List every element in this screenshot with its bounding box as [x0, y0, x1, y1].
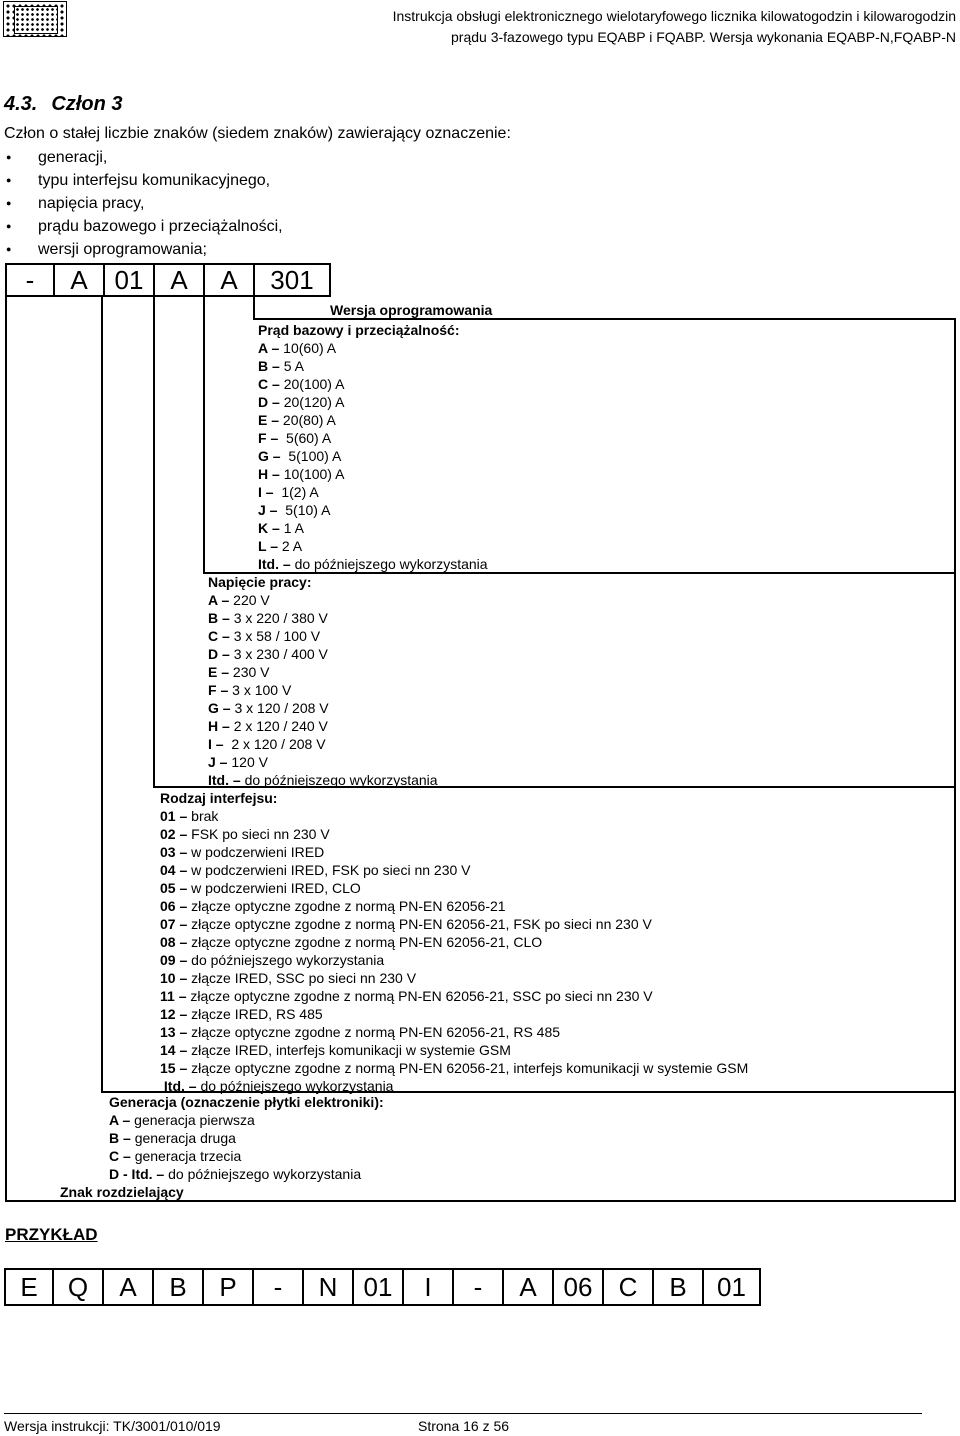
- interface-option-dash: –: [175, 898, 192, 914]
- generation-option-dash: –: [119, 1130, 135, 1146]
- current-option-text: 5 A: [283, 358, 304, 374]
- example-code-cell: E: [6, 1270, 54, 1304]
- voltage-option: [208, 717, 438, 735]
- voltage-option-code: G: [208, 700, 219, 716]
- interface-option-text: brak: [191, 808, 219, 824]
- section-title: Człon 3: [51, 93, 123, 115]
- interface-option: [160, 1005, 748, 1023]
- current-heading: Prąd bazowy i przeciążalność:: [258, 322, 460, 338]
- interface-option-dash: –: [175, 844, 192, 860]
- interface-option-text: złącze IRED, RS 485: [191, 1006, 323, 1022]
- connector-separator-v: [5, 297, 7, 1201]
- current-option-dash: –: [265, 502, 282, 518]
- page-header: [393, 6, 956, 48]
- current-option-text: 20(100) A: [283, 376, 345, 392]
- current-option-dash: –: [268, 376, 284, 392]
- interface-option: [160, 825, 748, 843]
- interface-option-dash: –: [175, 952, 192, 968]
- current-option-text: 1(2) A: [277, 484, 319, 500]
- example-code-cell: B: [154, 1270, 204, 1304]
- voltage-option-code: B: [208, 610, 219, 626]
- interface-option-code: 01: [160, 808, 176, 824]
- interface-option-code: 02: [160, 826, 176, 842]
- current-option: [258, 465, 488, 483]
- interface-option-dash: –: [175, 1060, 192, 1076]
- example-code-cell: 01: [717, 1272, 746, 1302]
- interface-option-dash: –: [175, 916, 192, 932]
- interface-option-code: 03: [160, 844, 176, 860]
- interface-option: [160, 1023, 748, 1041]
- voltage-heading: Napięcie pracy:: [208, 574, 312, 590]
- connector-interface-v: [153, 297, 155, 787]
- current-option-code: H: [258, 466, 269, 482]
- voltage-option: [208, 663, 438, 681]
- interface-option: [160, 1041, 748, 1059]
- current-option-code: F: [258, 430, 267, 446]
- voltage-option-dash: –: [217, 664, 233, 680]
- interface-option-dash: –: [175, 1042, 192, 1058]
- current-option-dash: –: [267, 412, 283, 428]
- voltage-option-code: A: [208, 592, 218, 608]
- voltage-option: [208, 771, 438, 789]
- voltage-option-text: 2 x 120 / 240 V: [233, 718, 328, 734]
- voltage-option: [208, 699, 438, 717]
- voltage-option-text: 220 V: [233, 592, 270, 608]
- generation-option-text: generacja pierwsza: [134, 1112, 255, 1128]
- interface-option: [160, 933, 748, 951]
- generation-option-dash: –: [118, 1112, 135, 1128]
- current-option-code: A: [258, 340, 268, 356]
- generation-option-code: D - Itd.: [109, 1166, 153, 1182]
- interface-option-code: 10: [160, 970, 176, 986]
- voltage-option-code: E: [208, 664, 218, 680]
- intro-text: Człon o stałej liczbie znaków (siedem znaków) zawierający oznaczenie:: [4, 125, 511, 142]
- current-option: [258, 393, 488, 411]
- interface-option-code: 09: [160, 952, 176, 968]
- interface-option-text: złącze optyczne zgodne z normą PN-EN 62056-21, CLO: [191, 934, 543, 950]
- generation-option-code: B: [109, 1130, 120, 1146]
- current-option-text: 20(120) A: [283, 394, 345, 410]
- voltage-option-code: F: [208, 682, 217, 698]
- example-code-box: [4, 1268, 761, 1306]
- voltage-option: [208, 609, 438, 627]
- current-option: [258, 519, 488, 537]
- footer-divider: [4, 1413, 922, 1414]
- interface-option: [160, 861, 748, 879]
- generation-option-code: A: [109, 1112, 119, 1128]
- example-code-cell: A: [104, 1270, 154, 1304]
- code-cell-software: 301: [270, 265, 314, 295]
- interface-option-dash: –: [175, 1024, 192, 1040]
- voltage-option-text: do późniejszego wykorzystania: [244, 772, 438, 788]
- current-option-text: 10(100) A: [283, 466, 345, 482]
- voltage-option-dash: –: [218, 700, 235, 716]
- code-cell-separator: -: [7, 265, 55, 295]
- current-option-code: L: [258, 538, 267, 554]
- generation-options-list: [109, 1111, 384, 1183]
- interface-option-code: Itd.: [160, 1078, 185, 1094]
- interface-option-dash: –: [175, 862, 192, 878]
- current-option-code: D: [258, 394, 269, 410]
- voltage-options-list: [208, 591, 438, 789]
- current-option-code: B: [258, 358, 269, 374]
- current-option: [258, 483, 488, 501]
- interface-option: [160, 879, 748, 897]
- current-option: [258, 339, 488, 357]
- code-cell-voltage: A: [155, 265, 205, 295]
- generation-heading: Generacja (oznaczenie płytki elektroniki):: [109, 1094, 384, 1110]
- interface-option-dash: –: [175, 880, 192, 896]
- example-code-cell: 01: [354, 1270, 404, 1304]
- interface-option-dash: –: [175, 1006, 192, 1022]
- interface-option-text: w podczerwieni IRED, CLO: [191, 880, 361, 896]
- interface-option-dash: –: [184, 1078, 201, 1094]
- voltage-option-text: 3 x 220 / 380 V: [233, 610, 328, 626]
- current-option-dash: –: [268, 448, 285, 464]
- voltage-option-text: 2 x 120 / 208 V: [227, 736, 326, 752]
- voltage-option: [208, 627, 438, 645]
- voltage-option: [208, 735, 438, 753]
- interface-option-text: w podczerwieni IRED, FSK po sieci nn 230 V: [191, 862, 471, 878]
- generation-option: [109, 1147, 384, 1165]
- interface-option-text: do późniejszego wykorzystania: [200, 1078, 394, 1094]
- bullet-item: ● generacji,: [0, 146, 283, 169]
- example-code-cell: I: [404, 1270, 454, 1304]
- section-heading: [4, 93, 122, 116]
- interface-option-text: w podczerwieni IRED: [191, 844, 325, 860]
- interface-option-code: 08: [160, 934, 176, 950]
- generation-option: [109, 1165, 384, 1183]
- right-border-line: [954, 318, 956, 1202]
- interface-option-text: złącze optyczne zgodne z normą PN-EN 62056-21, SSC po sieci nn 230 V: [190, 988, 653, 1004]
- current-option: [258, 375, 488, 393]
- example-code-cell: A: [504, 1270, 554, 1304]
- example-code-cell: B: [654, 1270, 704, 1304]
- current-option: [258, 555, 488, 573]
- current-option-text: 10(60) A: [283, 340, 337, 356]
- separator-label: Znak rozdzielający: [60, 1184, 184, 1200]
- current-option: [258, 429, 488, 447]
- example-code-cell: 06: [554, 1270, 604, 1304]
- interface-option-dash: –: [175, 808, 192, 824]
- current-option-text: 5(10) A: [281, 502, 331, 518]
- generation-option-text: generacja druga: [134, 1130, 236, 1146]
- current-option: [258, 411, 488, 429]
- interface-option-code: 12: [160, 1006, 176, 1022]
- current-options-list: [258, 339, 488, 573]
- voltage-option-dash: –: [211, 736, 228, 752]
- code-format-box: [5, 263, 331, 297]
- example-code-cell: N: [304, 1270, 354, 1304]
- voltage-option-text: 230 V: [232, 664, 270, 680]
- bullet-list: [0, 146, 283, 261]
- footer-page-number: Strona 16 z 56: [418, 1418, 510, 1434]
- interface-option-dash: –: [175, 826, 192, 842]
- interface-option-text: FSK po sieci nn 230 V: [191, 826, 330, 842]
- current-option-dash: –: [266, 430, 283, 446]
- bullet-item: ● typu interfejsu komunikacyjnego,: [0, 169, 283, 192]
- generation-section: [109, 1093, 384, 1183]
- generation-option-code: C: [109, 1148, 120, 1164]
- voltage-option-code: H: [208, 718, 219, 734]
- voltage-option-text: 3 x 230 / 400 V: [233, 646, 328, 662]
- current-option: [258, 537, 488, 555]
- interface-option-text: do późniejszego wykorzystania: [191, 952, 385, 968]
- interface-option-text: złącze optyczne zgodne z normą PN-EN 62056-21: [191, 898, 506, 914]
- current-option-code: Itd.: [258, 556, 279, 572]
- current-option-dash: –: [268, 394, 284, 410]
- interface-option-text: złącze optyczne zgodne z normą PN-EN 62056-21, FSK po sieci nn 230 V: [191, 916, 652, 932]
- voltage-option-text: 3 x 120 / 208 V: [234, 700, 329, 716]
- voltage-option-code: D: [208, 646, 219, 662]
- current-option-text: 5(60) A: [282, 430, 332, 446]
- voltage-option-dash: –: [229, 772, 245, 788]
- interface-option-dash: –: [174, 988, 191, 1004]
- interface-option: [160, 987, 748, 1005]
- voltage-option: [208, 753, 438, 771]
- voltage-option-code: C: [208, 628, 219, 644]
- generation-option-text: do późniejszego wykorzystania: [168, 1166, 362, 1182]
- voltage-option-dash: –: [218, 718, 234, 734]
- example-title: PRZYKŁAD: [5, 1225, 98, 1244]
- voltage-option-code: I: [208, 736, 212, 752]
- generation-option: [109, 1111, 384, 1129]
- voltage-option-text: 3 x 58 / 100 V: [233, 628, 321, 644]
- current-option: [258, 357, 488, 375]
- voltage-section: [208, 573, 438, 789]
- current-option-dash: –: [268, 520, 284, 536]
- current-option-text: 2 A: [281, 538, 303, 554]
- interface-option-dash: –: [175, 970, 192, 986]
- current-option-code: I: [258, 484, 262, 500]
- voltage-option-code: J: [208, 754, 216, 770]
- voltage-option-dash: –: [218, 610, 234, 626]
- voltage-option-dash: –: [218, 646, 234, 662]
- current-option-code: E: [258, 412, 268, 428]
- bullet-item: ● wersji oprogramowania;: [0, 238, 283, 261]
- interface-option: [160, 969, 748, 987]
- voltage-option-code: Itd.: [208, 772, 229, 788]
- interface-option: [160, 843, 748, 861]
- code-cell-interface: 01: [105, 265, 155, 295]
- current-option-text: 1 A: [283, 520, 304, 536]
- voltage-option-dash: –: [218, 628, 234, 644]
- software-version-label: Wersja oprogramowania: [330, 302, 493, 318]
- code-cell-generation: A: [55, 265, 105, 295]
- company-logo: [3, 1, 67, 37]
- voltage-option-dash: –: [217, 592, 234, 608]
- example-code-cell: C: [604, 1270, 654, 1304]
- current-option-dash: –: [267, 340, 284, 356]
- current-option-text: 20(80) A: [282, 412, 336, 428]
- interface-option-code: 06: [160, 898, 176, 914]
- voltage-option: [208, 681, 438, 699]
- bullet-item: ● prądu bazowego i przeciążalności,: [0, 215, 283, 238]
- voltage-option: [208, 645, 438, 663]
- current-section: [258, 321, 488, 573]
- interface-option-code: 04: [160, 862, 176, 878]
- header-line-1: Instrukcja obsługi elektronicznego wielotaryfowego licznika kilowatogodzin i kilowarogodzin: [392, 8, 956, 24]
- generation-option-text: generacja trzecia: [134, 1148, 242, 1164]
- interface-option-text: złącze optyczne zgodne z normą PN-EN 62056-21, interfejs komunikacji w systemie GSM: [191, 1060, 749, 1076]
- voltage-option-text: 3 x 100 V: [232, 682, 292, 698]
- current-option-dash: –: [268, 466, 284, 482]
- interface-option-code: 13: [160, 1024, 176, 1040]
- example-code-cell: Q: [54, 1270, 104, 1304]
- interface-section: [160, 789, 748, 1095]
- current-option-dash: –: [261, 484, 278, 500]
- current-option-code: K: [258, 520, 269, 536]
- current-option-code: G: [258, 448, 269, 464]
- example-code-cell: -: [254, 1270, 304, 1304]
- interface-heading: Rodzaj interfejsu:: [160, 790, 278, 806]
- interface-option-code: 07: [160, 916, 176, 932]
- code-cell-current: A: [205, 265, 255, 295]
- example-code-cell: -: [454, 1270, 504, 1304]
- current-option-code: C: [258, 376, 269, 392]
- interface-option-text: złącze IRED, SSC po sieci nn 230 V: [191, 970, 417, 986]
- generation-option-dash: –: [119, 1148, 135, 1164]
- connector-generation-v: [101, 297, 103, 1092]
- current-option-dash: –: [266, 538, 282, 554]
- voltage-option: [208, 591, 438, 609]
- voltage-option-dash: –: [216, 682, 233, 698]
- interface-option-code: 11: [160, 988, 175, 1004]
- current-option-dash: –: [279, 556, 295, 572]
- current-option: [258, 501, 488, 519]
- current-option-code: J: [258, 502, 266, 518]
- interface-option: [160, 951, 748, 969]
- interface-option: [160, 1059, 748, 1077]
- section-number: 4.3.: [4, 93, 38, 115]
- connector-current-v: [253, 297, 255, 319]
- connector-voltage-v: [203, 297, 205, 573]
- generation-option: [109, 1129, 384, 1147]
- voltage-option-dash: –: [215, 754, 232, 770]
- generation-option-dash: –: [152, 1166, 169, 1182]
- header-line-2: prądu 3-fazowego typu EQABP i FQABP. Wersja wykonania EQABP-N,FQABP-N: [451, 29, 956, 45]
- interface-option-code: 14: [160, 1042, 176, 1058]
- interface-options-list: [160, 807, 748, 1095]
- example-code-cell: P: [204, 1270, 254, 1304]
- current-option-dash: –: [268, 358, 284, 374]
- current-option: [258, 447, 488, 465]
- interface-option: [160, 807, 748, 825]
- voltage-option-text: 120 V: [231, 754, 268, 770]
- footer-version: Wersja instrukcji: TK/3001/010/019: [4, 1418, 221, 1434]
- interface-option-text: złącze optyczne zgodne z normą PN-EN 62056-21, RS 485: [191, 1024, 561, 1040]
- bullet-item: ● napięcia pracy,: [0, 192, 283, 215]
- interface-option-text: złącze IRED, interfejs komunikacji w systemie GSM: [191, 1042, 511, 1058]
- interface-option: [160, 897, 748, 915]
- interface-option-dash: –: [175, 934, 192, 950]
- interface-option: [160, 915, 748, 933]
- current-option-text: do późniejszego wykorzystania: [294, 556, 488, 572]
- interface-option-code: 15: [160, 1060, 176, 1076]
- current-option-text: 5(100) A: [284, 448, 342, 464]
- interface-option-code: 05: [160, 880, 176, 896]
